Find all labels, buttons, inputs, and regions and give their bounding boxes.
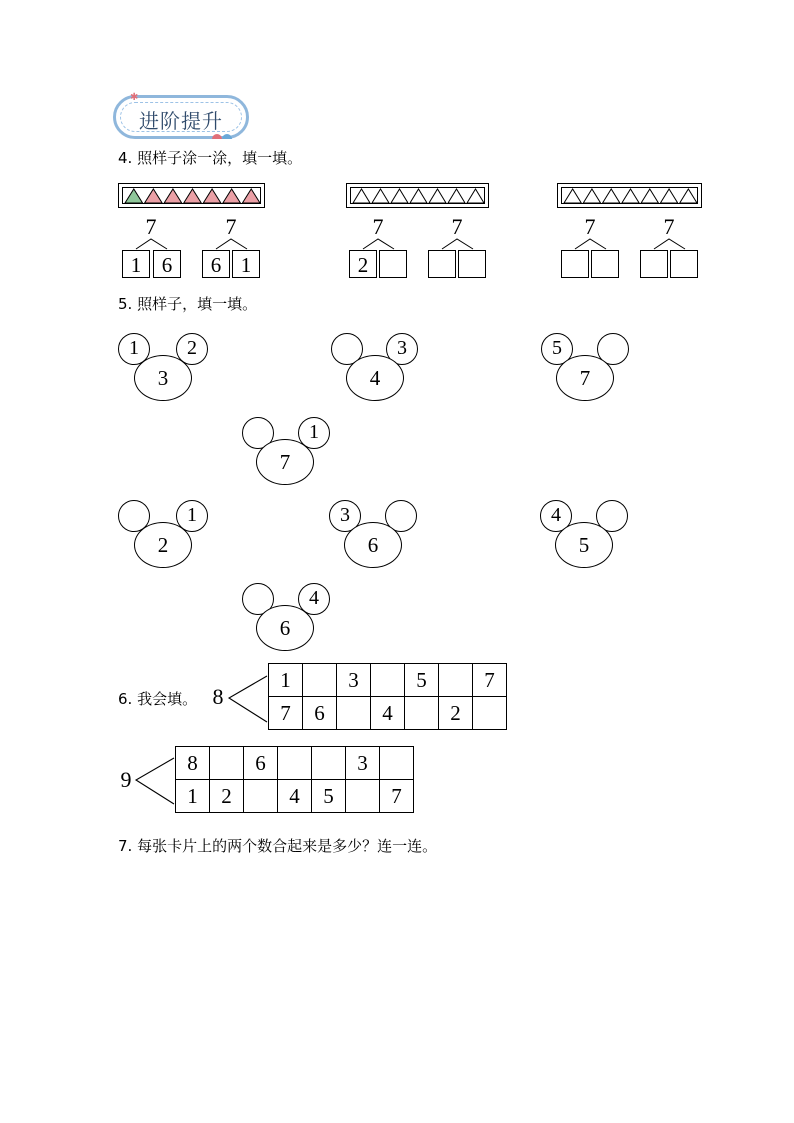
decomp-total: 7: [225, 214, 237, 239]
triangle-blank[interactable]: [564, 189, 581, 203]
split-lines: [134, 756, 176, 806]
sparkle-icon: ✱: [130, 92, 139, 103]
triangle-blank[interactable]: [603, 189, 620, 203]
grid-cell: 1: [176, 780, 210, 813]
decomp-total: 9: [120, 767, 132, 792]
grid-cell: 6: [244, 747, 278, 780]
triangle-blank[interactable]: [429, 189, 446, 203]
mouse-ear-right: 3: [386, 333, 418, 365]
triangle-green: [125, 189, 143, 203]
branch-lines: [212, 236, 252, 250]
grid-cell: 4: [278, 780, 312, 813]
grid-cell: 2: [439, 697, 473, 730]
badge-title: 进阶提升: [139, 109, 223, 133]
decomp-box: 6: [202, 250, 230, 278]
decomp-total: 7: [145, 214, 157, 239]
branch-lines: [438, 236, 478, 250]
grid-cell[interactable]: [303, 664, 337, 697]
mouse-ear-right: 1: [176, 500, 208, 532]
grid-cell: 2: [210, 780, 244, 813]
triangle-blank[interactable]: [641, 189, 658, 203]
mouse-ear-left: 3: [329, 500, 361, 532]
mouse-ear-left: 5: [541, 333, 573, 365]
triangle-strip-2: [346, 183, 489, 208]
decomp-box[interactable]: [428, 250, 456, 278]
decomp-box[interactable]: [670, 250, 698, 278]
mouse-ear-left: 4: [540, 500, 572, 532]
triangle-blank[interactable]: [410, 189, 427, 203]
badge-decoration-red: [212, 134, 222, 139]
decomp-box[interactable]: [379, 250, 407, 278]
grid-cell: 7: [380, 780, 414, 813]
decomp-total: 7: [663, 214, 675, 239]
grid-cell: 7: [269, 697, 303, 730]
triangle-red: [223, 189, 241, 203]
grid-cell[interactable]: [346, 780, 380, 813]
triangle-blank[interactable]: [583, 189, 600, 203]
grid-cell: 5: [312, 780, 346, 813]
triangle-blank[interactable]: [372, 189, 389, 203]
number-grid-9: [175, 746, 414, 813]
triangle-red: [242, 189, 260, 203]
triangle-blank[interactable]: [622, 189, 639, 203]
decomp-total: 7: [451, 214, 463, 239]
decomp-box[interactable]: [591, 250, 619, 278]
grid-cell: 3: [346, 747, 380, 780]
grid-cell[interactable]: [439, 664, 473, 697]
triangle-red: [203, 189, 221, 203]
triangle-row-blank: [558, 184, 703, 209]
decomp-box: 1: [232, 250, 260, 278]
grid-cell: 6: [303, 697, 337, 730]
badge-decoration-blue: [222, 134, 232, 139]
triangle-blank[interactable]: [353, 189, 370, 203]
mouse-face: 6: [344, 522, 402, 568]
grid-cell: 4: [371, 697, 405, 730]
mouse-ear-left: 1: [118, 333, 150, 365]
grid-cell: 5: [405, 664, 439, 697]
grid-cell[interactable]: [278, 747, 312, 780]
grid-cell[interactable]: [380, 747, 414, 780]
triangle-strip-example: [118, 183, 265, 208]
branch-lines: [571, 236, 611, 250]
grid-cell[interactable]: [244, 780, 278, 813]
triangle-red: [164, 189, 182, 203]
decomp-total: 7: [584, 214, 596, 239]
mouse-face: 2: [134, 522, 192, 568]
triangle-red: [184, 189, 202, 203]
mouse-face: 4: [346, 355, 404, 401]
triangle-blank[interactable]: [448, 189, 465, 203]
decomp-total: 7: [372, 214, 384, 239]
decomp-total: 8: [212, 684, 224, 709]
decomp-box[interactable]: [640, 250, 668, 278]
grid-cell: 8: [176, 747, 210, 780]
question-4-title: 4. 照样子涂一涂，填一填。: [118, 149, 303, 167]
grid-cell[interactable]: [405, 697, 439, 730]
triangle-row-colored: [119, 184, 266, 209]
mouse-face: 3: [134, 355, 192, 401]
grid-cell[interactable]: [473, 697, 507, 730]
question-7-title: 7. 每张卡片上的两个数合起来是多少？连一连。: [118, 837, 438, 855]
triangle-strip-3: [557, 183, 702, 208]
section-badge: [113, 92, 249, 139]
triangle-blank[interactable]: [467, 189, 484, 203]
triangle-blank[interactable]: [391, 189, 408, 203]
grid-cell[interactable]: [312, 747, 346, 780]
triangle-row-blank: [347, 184, 490, 209]
mouse-ear-right: 2: [176, 333, 208, 365]
mouse-face: 7: [256, 439, 314, 485]
triangle-red: [145, 189, 163, 203]
mouse-face: 6: [256, 605, 314, 651]
decomp-box: 1: [122, 250, 150, 278]
question-6-title: 6. 我会填。: [118, 690, 198, 708]
grid-cell: 1: [269, 664, 303, 697]
branch-lines: [132, 236, 172, 250]
mouse-ear-right: 4: [298, 583, 330, 615]
mouse-ear-right: 1: [298, 417, 330, 449]
mouse-face: 5: [555, 522, 613, 568]
decomp-box[interactable]: [458, 250, 486, 278]
grid-cell[interactable]: [210, 747, 244, 780]
grid-cell[interactable]: [337, 697, 371, 730]
triangle-blank[interactable]: [660, 189, 677, 203]
question-5-title: 5. 照样子，填一填。: [118, 295, 258, 313]
mouse-face: 7: [556, 355, 614, 401]
decomp-box[interactable]: [561, 250, 589, 278]
grid-cell: 7: [473, 664, 507, 697]
decomp-box[interactable]: 2: [349, 250, 377, 278]
grid-cell: 3: [337, 664, 371, 697]
branch-lines: [650, 236, 690, 250]
grid-cell[interactable]: [371, 664, 405, 697]
triangle-blank[interactable]: [680, 189, 697, 203]
branch-lines: [359, 236, 399, 250]
decomp-box: 6: [153, 250, 181, 278]
number-grid-8: [268, 663, 507, 730]
split-lines: [227, 674, 269, 724]
